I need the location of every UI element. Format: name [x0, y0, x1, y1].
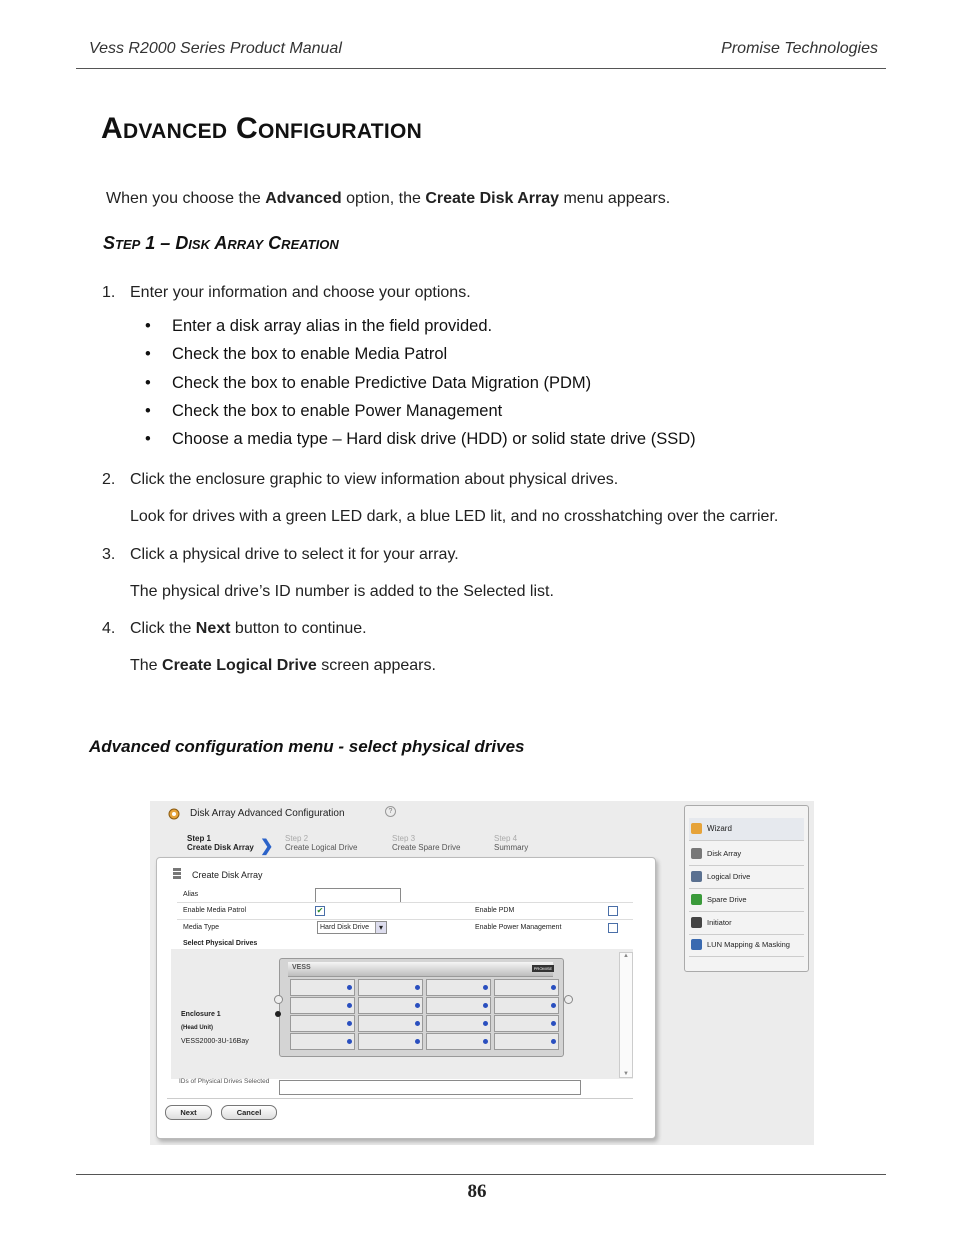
drive-led: [551, 1039, 556, 1044]
wizard-icon: [691, 823, 702, 834]
divider: [177, 919, 633, 920]
sidebar-item-label: Initiator: [707, 918, 732, 927]
intro-paragraph: When you choose the Advanced option, the Create Disk Array menu appears.: [106, 190, 671, 207]
header-manual-title: Vess R2000 Series Product Manual: [89, 40, 342, 57]
drive-led: [551, 1021, 556, 1026]
header-rule: [76, 68, 886, 69]
step-1: 1. Enter your information and choose your options.: [102, 284, 471, 301]
drive-bay[interactable]: [426, 1033, 491, 1050]
status-led: [275, 1011, 281, 1017]
media-patrol-checkbox[interactable]: ✔: [316, 906, 324, 915]
scroll-up-icon[interactable]: ▲: [623, 953, 629, 959]
drive-led: [347, 985, 352, 990]
scrollbar[interactable]: [619, 952, 633, 1078]
left-handle: [274, 995, 283, 1004]
help-icon[interactable]: ?: [385, 806, 396, 817]
bullet-item: • Check the box to enable Predictive Data Migration (PDM): [145, 374, 592, 392]
page-number: 86: [467, 1181, 487, 1202]
wizard-step-1[interactable]: Step 1 Create Disk Array: [187, 834, 254, 852]
sidebar-item-disk-array[interactable]: [689, 843, 804, 866]
drive-bay[interactable]: [358, 1015, 423, 1032]
enclosure-graphic[interactable]: [279, 958, 564, 1057]
sidebar-item-label: LUN Mapping & Masking: [707, 940, 790, 949]
drive-led: [483, 985, 488, 990]
power-management-label: Enable Power Management: [475, 924, 562, 931]
logical-drive-icon: [691, 871, 702, 882]
drive-led: [551, 985, 556, 990]
bullet-item: • Choose a media type – Hard disk drive (HDD) or solid state drive (SSD): [145, 430, 696, 448]
bullet-item: • Enter a disk array alias in the field provided.: [145, 317, 493, 335]
drive-bay[interactable]: [494, 997, 559, 1014]
bullet-item: • Check the box to enable Power Management: [145, 402, 503, 420]
pdm-label: Enable PDM: [475, 907, 515, 914]
select-drives-label: Select Physical Drives: [183, 940, 258, 947]
page-title: Advanced Configuration: [101, 112, 423, 145]
media-patrol-label: Enable Media Patrol: [183, 907, 247, 914]
drive-led: [415, 1003, 420, 1008]
enclosure-role: (Head Unit): [181, 1025, 213, 1031]
right-handle: [564, 995, 573, 1004]
wizard-arrow-icon: ❯: [260, 838, 274, 855]
drive-led: [415, 985, 420, 990]
panel-title: Create Disk Array: [192, 870, 263, 880]
drive-led: [415, 1039, 420, 1044]
promise-badge: PROMISE: [533, 966, 553, 971]
drive-led: [415, 1021, 420, 1026]
window-title: Disk Array Advanced Configuration: [190, 808, 345, 819]
drive-led: [551, 1003, 556, 1008]
sidebar-item-label: Spare Drive: [707, 895, 747, 904]
next-button[interactable]: Next: [165, 1105, 212, 1120]
divider: [177, 902, 633, 903]
drive-bay[interactable]: [358, 1033, 423, 1050]
header-company: Promise Technologies: [721, 40, 878, 57]
sidebar-item-lun-mapping[interactable]: [689, 934, 804, 957]
enclosure-name: Enclosure 1: [181, 1011, 221, 1018]
drive-bay[interactable]: [290, 1015, 355, 1032]
wizard-icon: [167, 807, 181, 821]
drive-led: [483, 1003, 488, 1008]
step-3-note: The physical drive’s ID number is added to the Selected list.: [130, 583, 554, 600]
enclosure-brand: VESS: [292, 964, 311, 971]
wizard-step-4[interactable]: Step 4 Summary: [494, 834, 529, 852]
wizard-step-3[interactable]: Step 3 Create Spare Drive: [392, 834, 461, 852]
figure-caption: Advanced configuration menu - select physical drives: [89, 737, 525, 756]
drive-led: [483, 1021, 488, 1026]
disk-array-icon: [691, 848, 702, 859]
drive-bay[interactable]: [290, 1033, 355, 1050]
drive-bay[interactable]: [358, 997, 423, 1014]
drive-bay[interactable]: [358, 979, 423, 996]
alias-input[interactable]: [315, 888, 401, 903]
pdm-checkbox[interactable]: [608, 906, 618, 916]
initiator-icon: [691, 917, 702, 928]
enclosure-model: VESS2000-3U-16Bay: [181, 1038, 249, 1045]
drive-bay[interactable]: [494, 979, 559, 996]
drive-led: [347, 1021, 352, 1026]
step-3: 3. Click a physical drive to select it for your array.: [102, 546, 459, 563]
cancel-button[interactable]: Cancel: [221, 1105, 277, 1120]
step-4-note: The Create Logical Drive screen appears.: [130, 657, 436, 674]
spare-drive-icon: [691, 894, 702, 905]
media-type-label: Media Type: [183, 924, 220, 931]
scroll-down-icon[interactable]: ▼: [623, 1071, 629, 1077]
enclosure-bezel: [288, 962, 553, 977]
divider: [167, 1098, 633, 1099]
sidebar-item-label: Wizard: [707, 824, 732, 833]
wizard-step-2[interactable]: Step 2 Create Logical Drive: [285, 834, 358, 852]
step-2: 2. Click the enclosure graphic to view information about physical drives.: [102, 471, 619, 488]
step-2-note: Look for drives with a green LED dark, a blue LED lit, and no crosshatching over the carrier.: [130, 508, 779, 525]
sidebar-item-initiator[interactable]: [689, 912, 804, 935]
drive-bay[interactable]: [426, 1015, 491, 1032]
drive-led: [347, 1003, 352, 1008]
drive-bay[interactable]: [494, 1033, 559, 1050]
footer-rule: [76, 1174, 886, 1175]
drive-bay[interactable]: [290, 979, 355, 996]
drive-led: [483, 1039, 488, 1044]
sidebar-item-spare-drive[interactable]: [689, 889, 804, 912]
lun-mapping-icon: [691, 939, 702, 950]
selected-ids-input[interactable]: [279, 1080, 581, 1095]
disk-array-icon: [172, 868, 182, 879]
screenshot: [150, 801, 814, 1145]
drive-led: [347, 1039, 352, 1044]
sidebar-menu: [684, 805, 809, 972]
power-management-checkbox[interactable]: [608, 923, 618, 933]
drive-bay[interactable]: [426, 979, 491, 996]
step-heading: Step 1 – Disk Array Creation: [103, 233, 339, 253]
step-4: 4. Click the Next button to continue.: [102, 620, 367, 637]
drive-bay[interactable]: [290, 997, 355, 1014]
media-type-select[interactable]: Hard Disk Drive ▾: [317, 921, 387, 934]
drive-bay[interactable]: [426, 997, 491, 1014]
drive-bay[interactable]: [494, 1015, 559, 1032]
bullet-item: • Check the box to enable Media Patrol: [145, 345, 448, 363]
sidebar-item-logical-drive[interactable]: [689, 866, 804, 889]
selected-ids-label: IDs of Physical Drives Selected: [179, 1078, 270, 1085]
sidebar-item-label: Disk Array: [707, 849, 742, 858]
sidebar-item-label: Logical Drive: [707, 872, 751, 881]
alias-label: Alias: [183, 891, 199, 898]
sidebar-item-wizard[interactable]: [689, 818, 804, 841]
chevron-down-icon: ▾: [375, 922, 386, 933]
